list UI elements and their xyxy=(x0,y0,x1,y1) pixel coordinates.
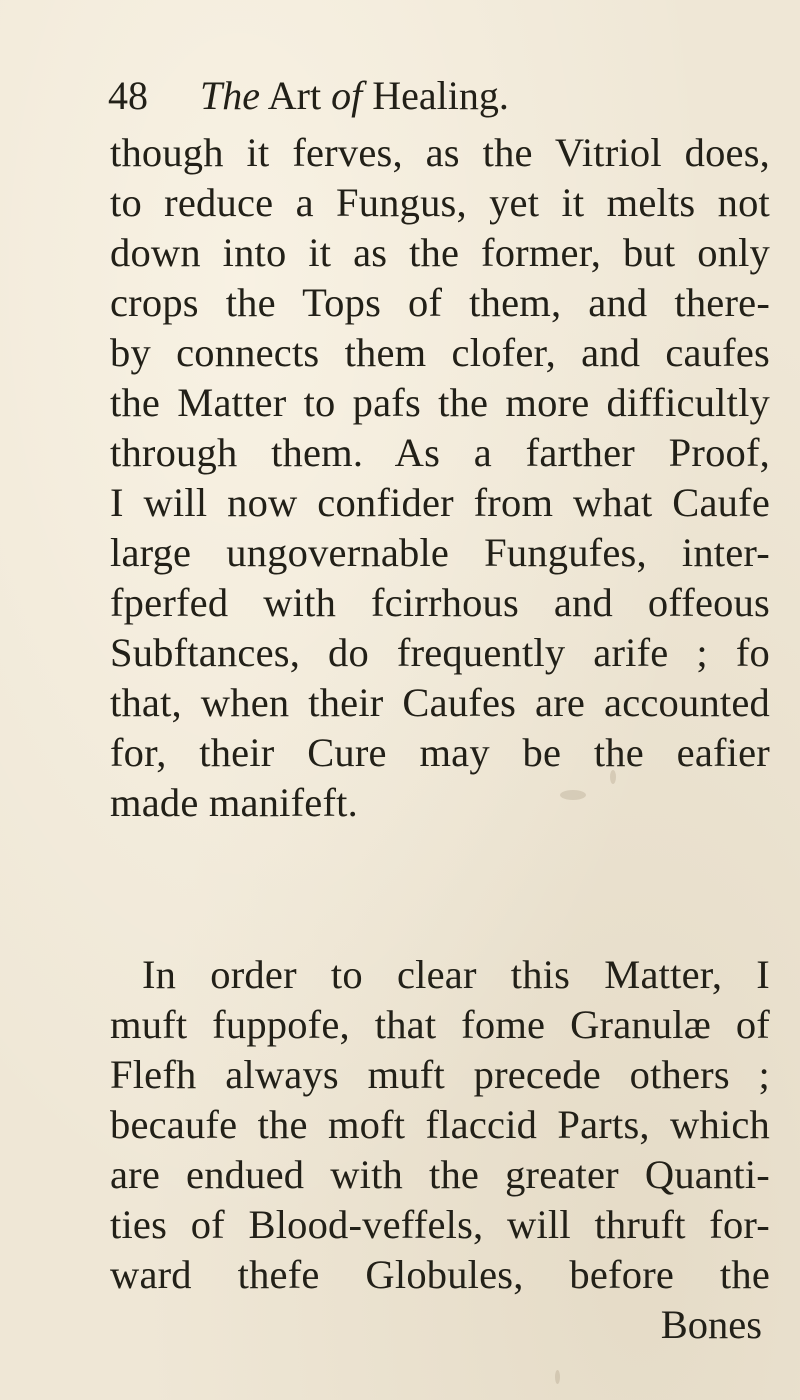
header-title-the: The xyxy=(200,73,260,118)
text-line: are endued with the greater Quanti- xyxy=(110,1152,770,1197)
catchword: Bones xyxy=(660,1302,762,1347)
header-title-art: Art xyxy=(267,73,322,118)
text-line: that, when their Caufes are accounted xyxy=(110,680,770,725)
text-line: becaufe the moft flaccid Parts, which xyxy=(110,1102,770,1147)
text-line: to reduce a Fungus, yet it melts not xyxy=(110,180,770,225)
header-title-healing: Healing. xyxy=(372,73,509,118)
text-line: though it ferves, as the Vitriol does, xyxy=(110,130,770,175)
text-line: made manifeft. xyxy=(110,780,358,825)
text-line: Subftances, do frequently arife ; fo xyxy=(110,630,770,675)
text-line: by connects them clofer, and caufes xyxy=(110,330,770,375)
text-line: crops the Tops of them, and there- xyxy=(110,280,770,325)
paper-stain xyxy=(555,1370,560,1384)
text-line: ties of Blood-veffels, will thruft for- xyxy=(110,1202,770,1247)
text-line: fperfed with fcirrhous and offeous xyxy=(110,580,770,625)
text-line: muft fuppofe, that fome Granulæ of xyxy=(110,1002,770,1047)
text-line: for, their Cure may be the eafier xyxy=(110,730,770,775)
paragraph-1 xyxy=(110,128,770,828)
text-line: I will now confider from what Caufe xyxy=(110,480,770,525)
page-number: 48 xyxy=(108,73,148,118)
text-line: down into it as the former, but only xyxy=(110,230,770,275)
text-line: the Matter to pafs the more difficultly xyxy=(110,380,770,425)
text-line: Flefh always muft precede others ; xyxy=(110,1052,770,1097)
header-title-of: of xyxy=(331,73,363,118)
text-line: through them. As a farther Proof, xyxy=(110,430,770,475)
text-line: ward thefe Globules, before the xyxy=(110,1252,770,1297)
running-header xyxy=(108,72,509,120)
paragraph-2 xyxy=(110,950,770,1300)
text-line: large ungovernable Fungufes, inter- xyxy=(110,530,770,575)
text-line: In order to clear this Matter, I xyxy=(142,952,770,997)
